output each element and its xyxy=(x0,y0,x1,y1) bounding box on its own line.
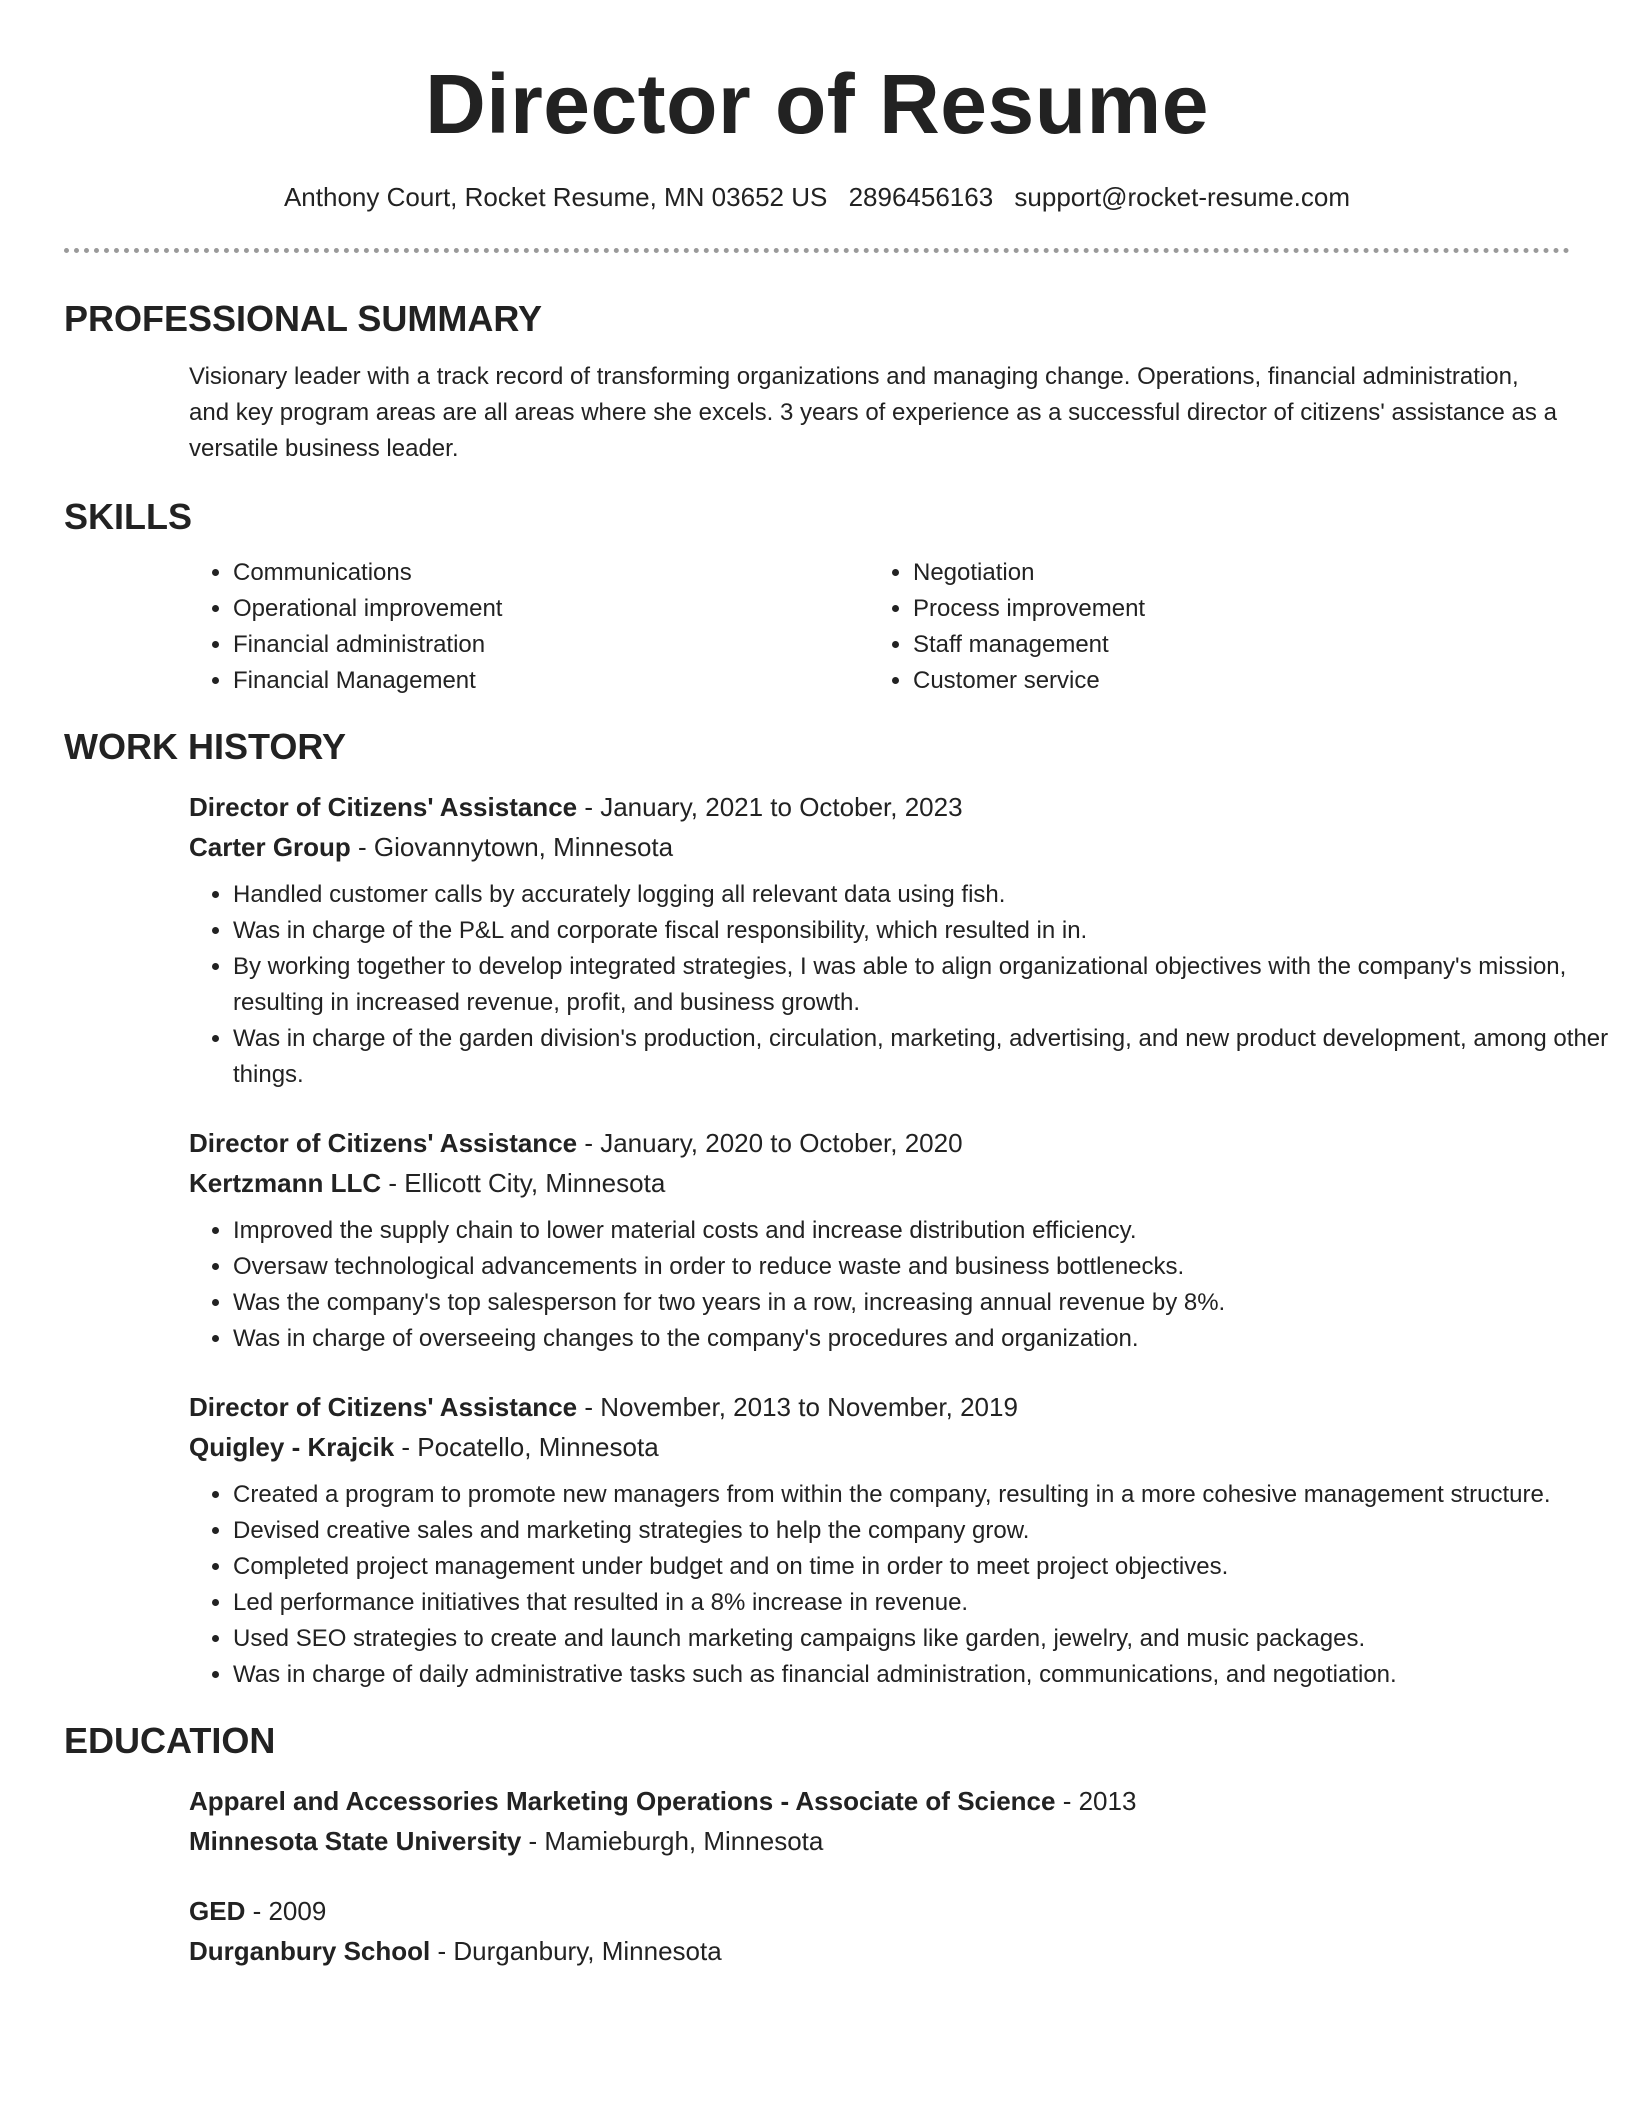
education-degree-line xyxy=(189,1781,1570,1821)
job-entry xyxy=(189,1387,1570,1693)
job-bullet: • Led performance initiatives that resulted in a 8% increase in revenue. xyxy=(233,1585,1613,1621)
job-dates: - January, 2021 to October, 2023 xyxy=(577,792,963,822)
job-bullet: • Completed project management under budget and on time in order to meet project objectives. xyxy=(233,1549,1613,1585)
skills-column-right xyxy=(869,555,1549,699)
skill-item: • Financial Management xyxy=(233,663,869,699)
skill-item: • Financial administration xyxy=(233,627,869,663)
job-dates: - November, 2013 to November, 2019 xyxy=(577,1392,1018,1422)
job-bullet: • Was in charge of the garden division's production, circulation, marketing, advertising, and new product development, among other things. xyxy=(233,1021,1613,1093)
education-degree: Apparel and Accessories Marketing Operations - Associate of Science xyxy=(189,1786,1056,1816)
skill-item: • Staff management xyxy=(913,627,1549,663)
education-section xyxy=(64,1719,1570,1971)
education-school: Durganbury School xyxy=(189,1936,431,1966)
education-location: - Durganbury, Minnesota xyxy=(430,1936,722,1966)
summary-heading: PROFESSIONAL SUMMARY xyxy=(64,298,543,339)
job-company: Quigley - Krajcik xyxy=(189,1432,395,1462)
job-bullet: • Was in charge of overseeing changes to the company's procedures and organization. xyxy=(233,1321,1613,1357)
skills-column-left xyxy=(189,555,869,699)
job-bullet: • Improved the supply chain to lower material costs and increase distribution efficiency. xyxy=(233,1213,1613,1249)
job-bullets xyxy=(189,1477,1613,1693)
skill-item: • Customer service xyxy=(913,663,1549,699)
skills-heading: SKILLS xyxy=(64,496,193,537)
job-bullet: • Devised creative sales and marketing strategies to help the company grow. xyxy=(233,1513,1613,1549)
job-company-line xyxy=(189,1163,1570,1203)
contact-email: support@rocket-resume.com xyxy=(1014,182,1351,212)
education-year: - 2013 xyxy=(1055,1786,1137,1816)
job-bullets xyxy=(189,1213,1613,1357)
skills-grid xyxy=(189,555,1570,699)
header-divider xyxy=(64,248,1570,253)
job-company-line xyxy=(189,1427,1570,1467)
education-entry xyxy=(189,1891,1570,1971)
job-bullet: • Was in charge of the P&L and corporate fiscal responsibility, which resulted in in. xyxy=(233,913,1613,949)
education-heading: EDUCATION xyxy=(64,1720,276,1761)
job-role: Director of Citizens' Assistance xyxy=(189,1392,578,1422)
job-bullet: • Handled customer calls by accurately logging all relevant data using fish. xyxy=(233,877,1613,913)
education-year: - 2009 xyxy=(245,1896,327,1926)
job-company-line xyxy=(189,827,1570,867)
job-bullet: • By working together to develop integrated strategies, I was able to align organizational objectives with the company's mission, resulting in increased revenue, profit, and business growth. xyxy=(233,949,1613,1021)
job-company: Kertzmann LLC xyxy=(189,1168,382,1198)
contact-address: Anthony Court, Rocket Resume, MN 03652 US xyxy=(283,182,828,212)
job-bullet: • Oversaw technological advancements in order to reduce waste and business bottlenecks. xyxy=(233,1249,1613,1285)
job-location: - Giovannytown, Minnesota xyxy=(350,832,674,862)
job-company: Carter Group xyxy=(189,832,351,862)
job-location: - Pocatello, Minnesota xyxy=(394,1432,659,1462)
skill-item: • Operational improvement xyxy=(233,591,869,627)
job-role: Director of Citizens' Assistance xyxy=(189,1128,578,1158)
job-location: - Ellicott City, Minnesota xyxy=(381,1168,666,1198)
contact-line xyxy=(64,180,1570,214)
job-entry xyxy=(189,1123,1570,1357)
job-bullets xyxy=(189,877,1613,1093)
summary-text: Visionary leader with a track record of transforming organizations and managing change. Operations, financial administration, and key program areas are all areas where she excels. 3 years of experience as a successful director of citizens' assistance as a versatile business leader. xyxy=(189,363,1557,462)
skills-section xyxy=(64,495,1570,699)
education-school: Minnesota State University xyxy=(189,1826,522,1856)
skill-item: • Process improvement xyxy=(913,591,1549,627)
education-location: - Mamieburgh, Minnesota xyxy=(521,1826,824,1856)
resume-name: Director of Resume xyxy=(425,57,1209,151)
work-history-heading: WORK HISTORY xyxy=(64,726,347,767)
job-bullet: • Created a program to promote new managers from within the company, resulting in a more cohesive management structure. xyxy=(233,1477,1613,1513)
skill-item: • Communications xyxy=(233,555,869,591)
education-entry xyxy=(189,1781,1570,1861)
job-role: Director of Citizens' Assistance xyxy=(189,792,578,822)
job-title-line xyxy=(189,787,1570,827)
job-bullet: • Was the company's top salesperson for two years in a row, increasing annual revenue by 8%. xyxy=(233,1285,1613,1321)
job-bullet: • Used SEO strategies to create and launch marketing campaigns like garden, jewelry, and music packages. xyxy=(233,1621,1613,1657)
education-school-line xyxy=(189,1821,1570,1861)
job-title-line xyxy=(189,1387,1570,1427)
job-entry xyxy=(189,787,1609,1093)
contact-phone: 2896456163 xyxy=(848,182,994,212)
skill-item: • Negotiation xyxy=(913,555,1549,591)
education-school-line xyxy=(189,1931,1570,1971)
resume-page xyxy=(64,0,1609,1971)
job-dates: - January, 2020 to October, 2020 xyxy=(577,1128,963,1158)
work-history-section xyxy=(64,725,1609,1693)
education-degree-line xyxy=(189,1891,1570,1931)
job-bullet: • Was in charge of daily administrative tasks such as financial administration, communications, and negotiation. xyxy=(233,1657,1613,1693)
summary-section xyxy=(64,297,1570,467)
job-title-line xyxy=(189,1123,1570,1163)
education-degree: GED xyxy=(189,1896,246,1926)
